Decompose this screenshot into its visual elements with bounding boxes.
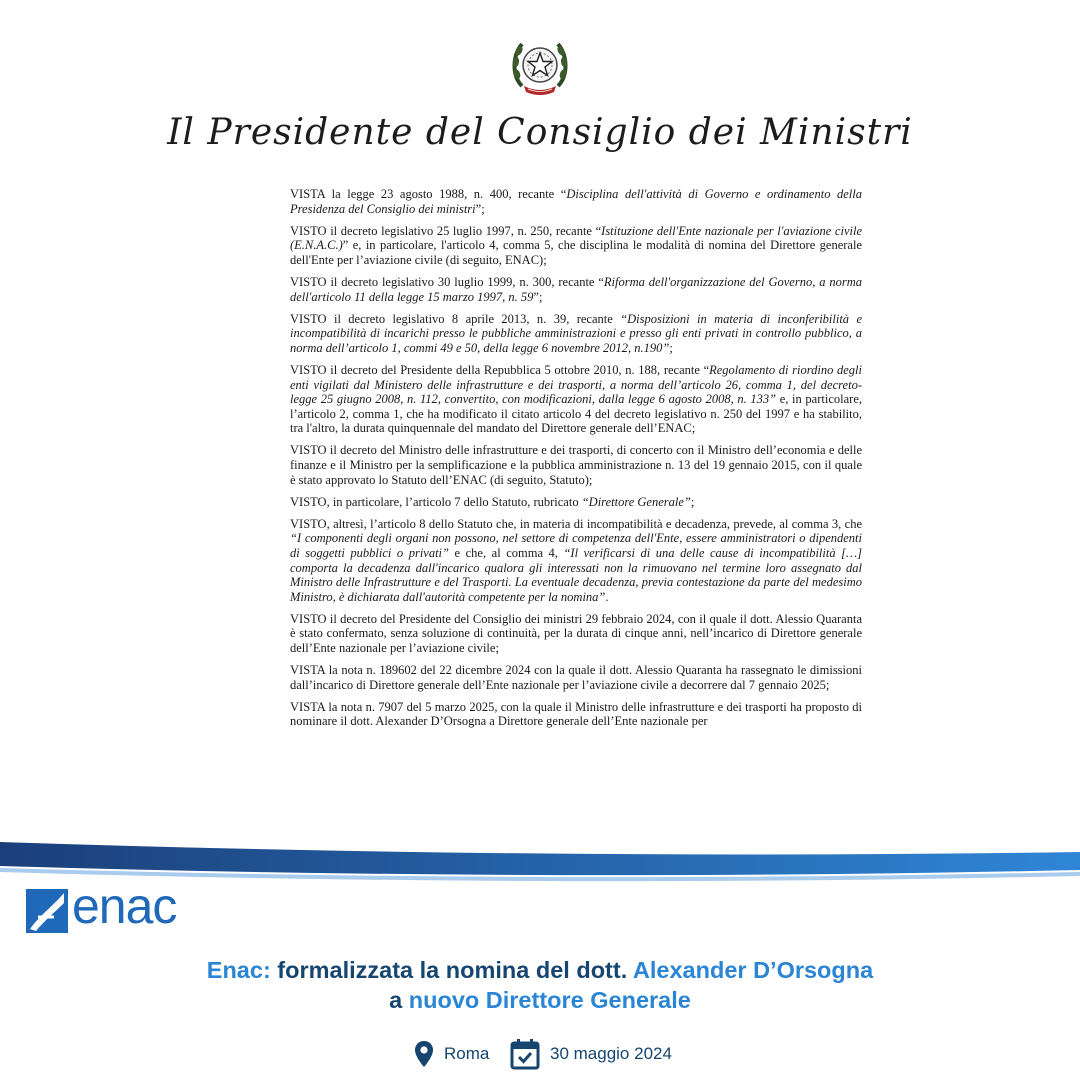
paragraph-text: ; [669, 340, 673, 355]
paragraph-text: VISTO il decreto legislativo 30 luglio 1999, n. 300, recante “ [290, 274, 604, 289]
paragraph-text: VISTA la nota n. 7907 del 5 marzo 2025, con la quale il Ministro delle infrastrutture e dei trasporti ha proposto di nominare il dott. Alexander D’Orsogna a Direttore generale dell’Ente nazionale per [290, 699, 862, 729]
paragraph-text: VISTO, in particolare, l’articolo 7 dello Statuto, rubricato [290, 494, 582, 509]
quoted-title: “I componenti degli organi non possono, nel settore di competenza dell'Ente, essere amministratori o dipendenti di soggetti pubblici o privati” [290, 531, 862, 560]
headline-role: nuovo Direttore Generale [408, 987, 691, 1013]
decree-paragraph [290, 495, 862, 510]
headline-person: Alexander D’Orsogna [632, 957, 874, 983]
quoted-title: “Direttore Generale” [581, 494, 691, 509]
decree-paragraph [290, 275, 862, 304]
paragraph-text: VISTO, altresì, l’articolo 8 dello Statuto che, in materia di incompatibilità e decadenza, prevede, al comma 3, che [290, 516, 862, 531]
decree-paragraph [290, 663, 862, 692]
enac-logo-text: enac [72, 878, 177, 934]
document-heading: Il Presidente del Consiglio dei Ministri [167, 112, 913, 153]
quoted-title: Istituzione dell'Ente nazionale per l'aviazione civile (E.N.A.C.) [290, 223, 862, 253]
paragraph-text: VISTO il decreto del Ministro delle infrastrutture e dei trasporti, di concerto con il Ministro dell’economia e delle finanze e il Ministro per la semplificazione e la pubblica amministrazione n. 13 del 19 gennaio 2015, con il quale è stato approvato lo Statuto dell’ENAC (di seguito, Statuto); [290, 443, 862, 487]
decree-paragraph [290, 224, 862, 268]
map-pin-icon [414, 1040, 434, 1068]
paragraph-text: VISTA la nota n. 189602 del 22 dicembre 2024 con la quale il dott. Alessio Quaranta ha rassegnato le dimissioni dall’incarico di Direttore generale dell’Ente nazionale per l’aviazione civile a decorrere dal 7 gennaio 2025; [290, 663, 862, 692]
decree-paragraph [290, 612, 862, 656]
headline-line-2 [0, 985, 1080, 1015]
date-text: 30 maggio 2024 [550, 1044, 672, 1063]
paragraph-text: e che, al comma 4, [449, 545, 564, 560]
decree-paragraph [290, 700, 862, 729]
quoted-title: Disciplina dell'attività di Governo e ordinamento della Presidenza del Consiglio dei ministri [290, 187, 862, 216]
quoted-title: Regolamento di riordino degli enti vigilati dal Ministero delle infrastrutture e dei trasporti, a norma dell’articolo 26, comma 1, del decreto-legge 25 giugno 2008, n. 112, convertito, con modificazioni, dalla legge 6 agosto 2008, n. 133” [290, 362, 862, 407]
decree-paragraph [290, 443, 862, 487]
paragraph-text: ; [690, 494, 695, 509]
paragraph-text: ”; [475, 201, 485, 216]
post-meta [0, 1036, 1080, 1072]
enac-logo-mark-icon [26, 889, 68, 933]
headline-line-1 [0, 955, 1080, 985]
enac-logo [26, 878, 196, 936]
headline-enac: Enac: [206, 957, 271, 983]
paragraph-text: VISTA la legge 23 agosto 1988, n. 400, recante “ [290, 187, 567, 201]
location-text: Roma [444, 1044, 490, 1063]
decree-paragraph [290, 363, 862, 436]
paragraph-text: VISTO il decreto del Presidente del Consiglio dei ministri 29 febbraio 2024, con il quale il dott. Alessio Quaranta è stato confermato, senza soluzione di continuità, per la durata di cinque anni, nell’incarico di Direttore generale dell’Ente nazionale per l’aviazione civile; [290, 611, 862, 656]
paragraph-text: . [605, 589, 609, 604]
headline-text: formalizzata la nomina del dott. [270, 957, 633, 983]
paragraph-text: e, in particolare, l’articolo 2, comma 1, che ha modificato il citato articolo 4 del decreto legislativo n. 250 del 1997 e ha stabilito, tra l'altro, la durata quinquennale del mandato del Direttore generale dell’ENAC; [290, 392, 862, 436]
decree-paragraph [290, 517, 862, 605]
quoted-title: Riforma dell'organizzazione del Governo, a norma dell'articolo 11 della legge 15 marzo 1997, n. 59 [290, 274, 862, 304]
paragraph-text: VISTO il decreto legislativo 8 aprile 2013, n. 39, recante [290, 311, 621, 326]
headline [0, 955, 1080, 1015]
paragraph-text: ” e, in particolare, l'articolo 4, comma 5, che disciplina le modalità di nomina del Direttore generale dell'Ente per l’aviazione civile (di seguito, ENAC); [290, 238, 862, 267]
decree-paragraph [290, 187, 862, 216]
paragraph-text: VISTO il decreto del Presidente della Repubblica 5 ottobre 2010, n. 188, recante “ [290, 362, 710, 377]
decree-text [290, 187, 862, 729]
headline-prefix: a [389, 987, 409, 1013]
date-meta [510, 1036, 672, 1072]
quoted-title: “Il verificarsi di una delle cause di incompatibilità […] comporta la decadenza dall'incarico qualora gli interessati non la rimuovano nel termine loro assegnato dal Ministro delle Infrastrutture e del Trasporti. La eventuale decadenza, previa contestazione da parte del medesimo Ministro, è dichiarata dall'autorità competente per la nomina” [290, 545, 862, 604]
italian-republic-emblem-icon [508, 34, 572, 102]
calendar-check-icon [510, 1038, 540, 1070]
decree-paragraph [290, 312, 862, 356]
quoted-title: “Disposizioni in materia di inconferibilità e incompatibilità di incarichi presso le pubbliche amministrazioni e presso gli enti privati in controllo pubblico, a norma dell’articolo 1, commi 49 e 50, della legge 6 novembre 2012, n.190” [290, 311, 862, 355]
paragraph-text: ”; [533, 289, 543, 304]
paragraph-text: VISTO il decreto legislativo 25 luglio 1997, n. 250, recante “ [290, 223, 602, 238]
location-meta [414, 1036, 489, 1072]
